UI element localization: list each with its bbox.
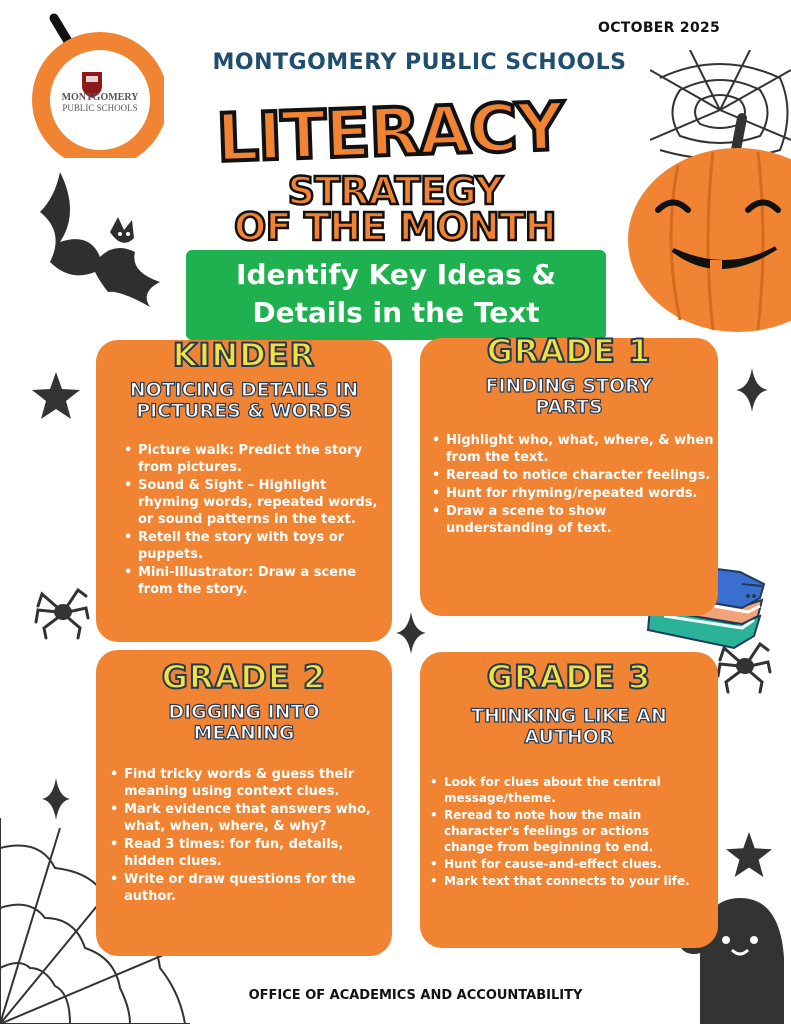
spider-icon [34,584,90,640]
list-item: • Picture walk: Predict the story from pictures. [124,442,388,476]
list-item: • Retell the story with toys or puppets. [124,529,388,563]
grade-label-grade-3: GRADE 3 [486,658,652,696]
footer [0,988,791,1003]
sparkle-icon [736,368,768,412]
strategy-kinder-line2: PICTURES & WORDS [136,400,352,422]
strategy-grade-3-line2: AUTHOR [524,726,614,748]
footer-text: OFFICE OF ACADEMICS AND ACCOUNTABILITY [248,988,583,1003]
strategy-grade-2-line1: DIGGING INTO [168,701,320,723]
list-item: • Mini-Illustrator: Draw a scene from the story. [124,564,388,598]
title-sub-line2: OF THE MONTH [233,205,557,249]
strategy-grade-2 [96,702,392,744]
star-icon [726,832,772,878]
grade-label-grade-1: GRADE 1 [486,332,652,370]
district-name-text: MONTGOMERY PUBLIC SCHOOLS [212,50,627,75]
list-grade-3 [430,774,700,890]
list-item: • Reread to notice character feelings. [432,467,716,484]
strategy-kinder-line1: NOTICING DETAILS IN [129,379,359,401]
list-grade-2 [110,766,392,906]
list-item: • Hunt for rhyming/repeated words. [432,485,716,502]
issue-date: OCTOBER 2025 [598,20,721,36]
list-item: • Hunt for cause-and-effect clues. [430,856,700,872]
sparkle-icon [42,778,70,820]
district-name [0,50,791,75]
title-main: LITERACY [215,87,565,178]
list-item: • Mark text that connects to your life. [430,873,700,889]
star-icon [32,372,80,420]
focus-text [186,256,606,332]
logo-line1: MONTGOMERY [61,92,139,103]
strategy-grade-1-line2: PARTS [535,396,603,418]
list-item: • Write or draw questions for the author. [110,871,392,905]
list-item: • Mark evidence that answers who, what, when, where, & why? [110,801,392,835]
strategy-grade-1-line1: FINDING STORY [485,375,653,397]
strategy-grade-3 [420,706,718,748]
title-sub-line1: STRATEGY [287,169,503,213]
sparkle-icon [396,612,426,654]
list-item: • Sound & Sight – Highlight rhyming words, repeated words, or sound patterns in the text. [124,477,388,528]
strategy-grade-1 [420,376,718,418]
focus-line2: Details in the Text [252,296,540,329]
list-item: • Read 3 times: for fun, details, hidden clues. [110,836,392,870]
grade-label-grade-2: GRADE 2 [161,658,327,696]
grade-label-kinder: KINDER [172,336,316,374]
focus-line1: Identify Key Ideas & [236,258,556,291]
strategy-grade-3-line1: THINKING LIKE AN [471,705,667,727]
list-item: • Look for clues about the central message/theme. [430,774,700,806]
list-item: • Find tricky words & guess their meaning using context clues. [110,766,392,800]
list-item: • Draw a scene to show understanding of text. [432,503,716,537]
logo-line2: PUBLIC SCHOOLS [62,103,138,113]
list-item: • Reread to note how the main character's feelings or actions change from beginning to end. [430,807,700,855]
list-kinder [124,442,388,599]
list-grade-1 [432,432,716,538]
list-item: • Highlight who, what, where, & when from the text. [432,432,716,466]
strategy-grade-2-line2: MEANING [193,722,295,744]
strategy-kinder [96,380,392,422]
